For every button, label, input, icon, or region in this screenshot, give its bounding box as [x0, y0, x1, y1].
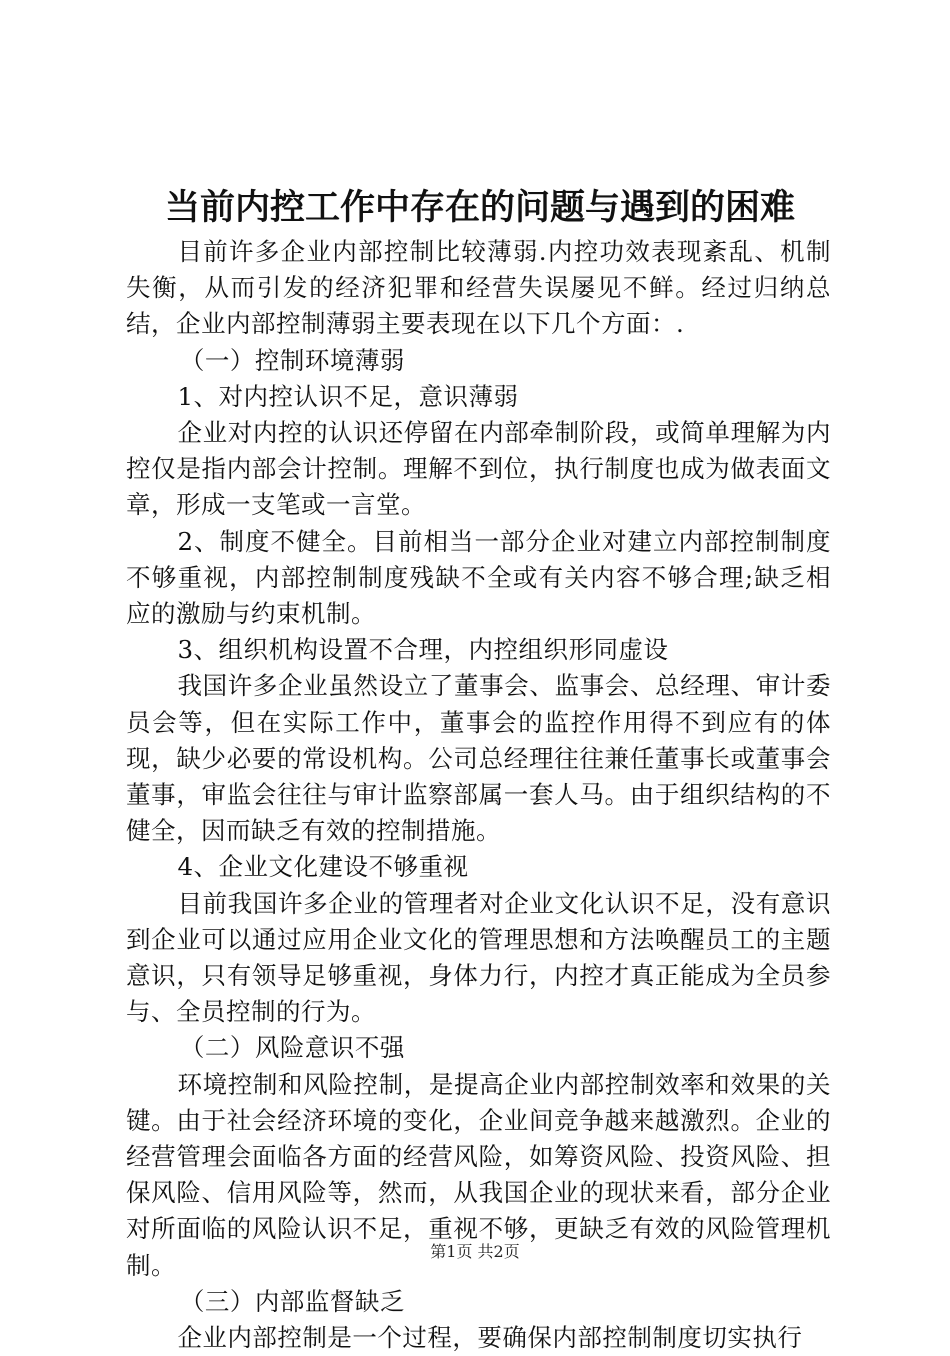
- document-body: [126, 234, 831, 1356]
- paragraph: 我国许多企业虽然设立了董事会、监事会、总经理、审计委员会等，但在实际工作中，董事会的监控作用得不到应有的体现，缺少必要的常设机构。公司总经理往往兼任董事长或董事会董事，审监会往往与审计监察部属一套人马。由于组织结构的不健全，因而缺乏有效的控制措施。: [126, 671, 831, 846]
- section-heading-1: （一）控制环境薄弱: [179, 345, 405, 375]
- page-footer: 第1页 共2页: [430, 1242, 520, 1261]
- section-heading-3: （三）内部监督缺乏: [179, 1286, 405, 1316]
- subheading-1: 1、对内控认识不足，意识薄弱: [177, 381, 519, 411]
- subheading-3: 3、组织机构设置不合理，内控组织形同虚设: [177, 635, 669, 665]
- document-title: 当前内控工作中存在的问题与遇到的困难: [164, 187, 795, 228]
- section-heading-2: （二）风险意识不强: [179, 1033, 405, 1063]
- paragraph: 环境控制和风险控制，是提高企业内部控制效率和效果的关键。由于社会经济环境的变化，企业间竞争越来越激烈。企业的经营管理会面临各方面的经营风险，如筹资风险、投资风险、担保风险、信用风险等，然而，从我国企业的现状来看，部分企业对所面临的风险认识不足，重视不够，更缺乏有效的风险管理机制。: [126, 1069, 831, 1280]
- paragraph: 2、制度不健全。目前相当一部分企业对建立内部控制制度不够重视，内部控制制度残缺不全或有关内容不够合理;缺乏相应的激励与约束机制。: [126, 526, 831, 629]
- paragraph: 企业内部控制是一个过程，要确保内部控制制度切实执行: [177, 1323, 803, 1353]
- subheading-4: 4、企业文化建设不够重视: [177, 852, 469, 882]
- paragraph-intro: 目前许多企业内部控制比较薄弱.内控功效表现紊乱、机制失衡，从而引发的经济犯罪和经营失误屡见不鲜。经过归纳总结，企业内部控制薄弱主要表现在以下几个方面：.: [126, 237, 831, 339]
- paragraph: 目前我国许多企业的管理者对企业文化认识不足，没有意识到企业可以通过应用企业文化的管理思想和方法唤醒员工的主题意识，只有领导足够重视，身体力行，内控才真正能成为全员参与、全员控制的行为。: [126, 888, 831, 1027]
- paragraph: 企业对内控的认识还停留在内部牵制阶段，或简单理解为内控仅是指内部会计控制。理解不到位，执行制度也成为做表面文章，形成一支笔或一言堂。: [126, 418, 831, 520]
